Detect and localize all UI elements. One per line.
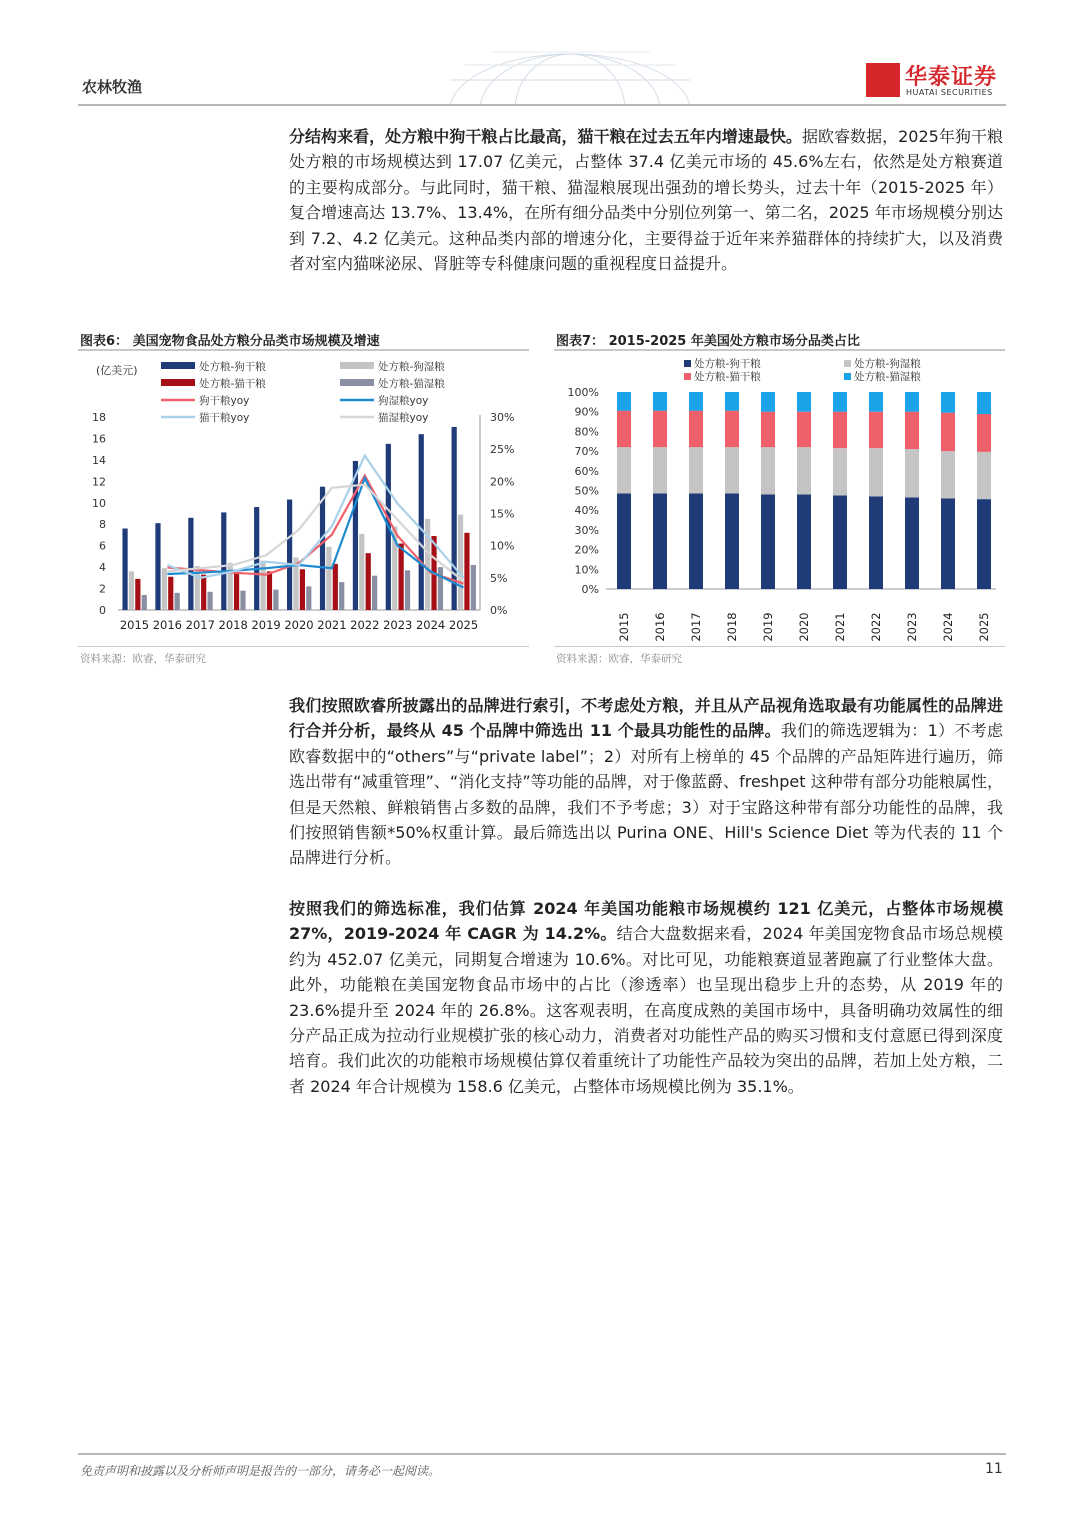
chart2-bar-segment (869, 412, 883, 448)
chart1-x-tick: 2016 (152, 618, 183, 632)
chart2-legend-label: 处方粮-猫湿粮 (854, 371, 921, 383)
chart2-bar-segment (941, 451, 955, 498)
chart1-y2-tick: 15% (490, 507, 515, 521)
chart1-bar (162, 568, 167, 610)
chart2-y-tick: 70% (574, 445, 599, 459)
paragraph-3 (289, 896, 1003, 1099)
chart1-legend-swatch (340, 362, 374, 369)
chart1-bar (129, 571, 134, 610)
chart2-bar-segment (653, 392, 667, 411)
chart2-legend-swatch (844, 373, 851, 380)
chart1-bar (405, 570, 410, 610)
chart1-bar (399, 544, 404, 610)
chart1-bar (142, 595, 147, 610)
figure-7-bottom-rule (554, 646, 1005, 647)
chart2-x-tick: 2017 (689, 612, 703, 642)
chart1-y-tick: 4 (99, 561, 106, 575)
chart2-legend-label: 处方粮-狗干粮 (694, 358, 761, 370)
chart1-legend-swatch (161, 379, 195, 386)
chart1-legend-label: 处方粮-狗湿粮 (378, 361, 445, 373)
figure-6-top-rule (78, 349, 529, 351)
chart1-x-tick: 2024 (415, 618, 446, 632)
chart2-x-tick: 2018 (725, 612, 739, 642)
figure-6-bottom-rule (78, 646, 529, 647)
chart2-bar-segment (869, 392, 883, 412)
chart2-bar-segment (905, 497, 919, 589)
chart1-x-tick: 2020 (284, 618, 314, 632)
chart2-bar-segment (977, 452, 991, 499)
chart1-y2-tick: 25% (490, 443, 515, 457)
chart1-bar (273, 590, 278, 610)
chart1-bar (464, 533, 469, 610)
chart1-x-tick: 2022 (350, 618, 380, 632)
chart1-x-tick: 2015 (119, 618, 150, 632)
chart2-bar-segment (617, 493, 631, 589)
chart2-bar-segment (725, 447, 739, 493)
chart1-y-tick: 14 (92, 453, 106, 467)
chart1-bar (366, 553, 371, 610)
chart2-x-tick: 2020 (797, 612, 811, 642)
chart2-bar-segment (653, 447, 667, 493)
chart1-y-tick: 10 (92, 496, 106, 510)
chart1-bar (287, 500, 292, 610)
chart2-bar-segment (833, 392, 847, 412)
chart1-x-tick: 2019 (251, 618, 281, 632)
figure-6-title: 图表6： 美国宠物食品处方粮分品类市场规模及增速 (80, 334, 380, 349)
chart2-bar-segment (941, 498, 955, 589)
figure-6-source: 资料来源：欧睿，华泰研究 (80, 653, 206, 665)
chart2-bar-segment (617, 447, 631, 493)
paragraph-2-body: 我们的筛选逻辑为：1）不考虑欧睿数据中的“others”与“private label”；2）对所有上榜单的 45 个品牌的产品矩阵进行遍历，筛选出带有“减重管理”、“消化支持”等功能的品牌，对于像蓝爵、freshpet 这种带有部分功能粮属性，但是天然粮、鲜粮销售占多数的品牌，我们不予考虑；3）对于宝路这种带有部分功能性的品牌，我们按照销售额*50%权重计算。最后筛选出以 Purina ONE、Hill's Science Diet 等为代表的 11 个品牌进行分析。 (289, 721, 1003, 868)
chart1-y-tick: 0 (99, 604, 106, 617)
chart2-x-tick: 2022 (869, 612, 883, 642)
chart1-bar (188, 518, 193, 610)
chart1-x-tick: 2023 (383, 618, 413, 632)
chart1-bar (333, 564, 338, 610)
chart2-y-tick: 0% (581, 583, 599, 596)
chart2-y-tick: 90% (574, 405, 599, 419)
chart2-y-tick: 80% (574, 425, 599, 439)
chart2-bar-segment (725, 392, 739, 411)
chart1-y-tick: 8 (99, 518, 106, 532)
chart2-bar-segment (941, 413, 955, 451)
chart2-x-tick: 2025 (977, 612, 991, 642)
chart2-bar-segment (725, 493, 739, 589)
figure-7-title: 图表7： 2015-2025 年美国处方粮市场分品类占比 (556, 334, 860, 349)
chart1-x-tick: 2025 (448, 618, 479, 632)
chart1-bar (353, 461, 358, 610)
paragraph-3-body: 结合大盘数据来看，2024 年美国宠物食品市场总规模约为 452.07 亿美元，同期复合增速为 10.6%。对比可见，功能粮赛道显著跑赢了行业整体大盘。此外，功能粮在美国宠物食品市场中的占比（渗透率）也呈现出稳步上升的态势，从 2019 年的 23.6%提升至 2024 年的 26.8%。这客观表明，在高度成熟的美国市场中，具备明确功效属性的细分产品正成为拉动行业规模扩张的核心动力，消费者对功能性产品的购买习惯和支付意愿已得到深度培育。我们此次的功能粮市场规模估算仅着重统计了功能性产品较为突出的品牌，若加上处方粮，二者 2024 年合计规模为 158.6 亿美元，占整体市场规模比例为 35.1%。 (289, 924, 1003, 1096)
chart1-legend-label: 处方粮-猫干粮 (199, 378, 266, 390)
chart2-bar-segment (761, 494, 775, 589)
chart1-bar (372, 576, 377, 610)
chart1-y-tick: 18 (92, 411, 106, 424)
chart2-legend-label: 处方粮-狗湿粮 (854, 358, 921, 370)
chart2-bar-segment (977, 414, 991, 452)
figure-7-chart (554, 352, 1006, 644)
header-divider (78, 104, 1006, 106)
chart1-y-tick: 16 (92, 432, 106, 446)
paragraph-2 (289, 693, 1003, 871)
chart1-y-tick: 6 (99, 539, 106, 553)
chart2-legend-label: 处方粮-猫干粮 (694, 371, 761, 383)
chart1-bar (122, 529, 127, 610)
chart1-y2-tick: 0% (490, 604, 508, 617)
chart1-y-tick: 2 (99, 582, 106, 596)
chart2-bar-segment (761, 392, 775, 412)
chart2-y-tick: 10% (574, 563, 599, 577)
chart2-bar-segment (617, 392, 631, 411)
chart1-x-tick: 2018 (218, 618, 248, 632)
chart2-bar-segment (797, 412, 811, 447)
chart1-bar (339, 582, 344, 610)
chart2-y-tick: 100% (567, 386, 599, 399)
chart1-bar (359, 534, 364, 610)
chart1-legend-label: 猫湿粮yoy (378, 412, 429, 424)
chart2-bar-segment (797, 447, 811, 494)
chart1-bar (326, 547, 331, 610)
chart2-bar-segment (689, 447, 703, 493)
chart2-bar-segment (941, 392, 955, 413)
chart1-legend-label: 猫干粮yoy (199, 412, 250, 424)
chart1-bar (240, 591, 245, 610)
chart2-bar-segment (653, 411, 667, 447)
figure-7-source: 资料来源：欧睿，华泰研究 (556, 653, 682, 665)
footer-disclaimer: 免责声明和披露以及分析师声明是报告的一部分，请务必一起阅读。 (80, 1464, 441, 1478)
chart2-bar-segment (689, 411, 703, 447)
chart1-y-tick: 12 (92, 475, 106, 489)
chart2-x-tick: 2015 (617, 612, 631, 642)
chart1-x-tick: 2017 (185, 618, 215, 632)
chart1-legend-swatch (340, 379, 374, 386)
chart1-bar (175, 593, 180, 610)
chart1-bar (306, 586, 311, 610)
paragraph-1-body: 据欧睿数据，2025年狗干粮处方粮的市场规模达到 17.07 亿美元，占整体 37.4 亿美元市场的 45.6%左右，依然是处方粮赛道的主要构成部分。与此同时，猫干粮、猫湿粮展现出强劲的增长势头，过去十年（2015-2025 年）复合增速高达 13.7%、13.4%，在所有细分品类中分别位列第一、第二名，2025 年市场规模分别达到 7.2、4.2 亿美元。这种品类内部的增速分化，主要得益于近年来养猫群体的持续扩大，以及消费者对室内猫咪泌尿、肾脏等专科健康问题的重视程度日益提升。 (289, 127, 1003, 274)
chart2-y-tick: 20% (574, 543, 599, 557)
chart2-y-tick: 60% (574, 464, 599, 478)
paragraph-1-lead: 分结构来看，处方粮中狗干粮占比最高，猫干粮在过去五年内增速最快。 (289, 127, 802, 146)
chart2-legend-swatch (684, 360, 691, 367)
logo-icon (866, 63, 900, 97)
logo-text: 华泰证券 (905, 65, 998, 90)
chart1-bar (438, 567, 443, 610)
chart1-bar (168, 577, 173, 610)
chart1-bar (458, 515, 463, 610)
globe-decoration (430, 40, 710, 106)
chart1-legend-label: 处方粮-猫湿粮 (378, 378, 445, 390)
chart1-y2-tick: 10% (490, 539, 515, 553)
chart2-bar-segment (905, 449, 919, 497)
paragraph-2-lead: 我们按照欧睿所披露出的品牌进行索引，不考虑处方粮，并且从产品视角选取最有功能属性的品牌进行合并分析，最终从 45 个品牌中筛选出 11 个最具功能性的品牌。 (289, 696, 1003, 741)
chart2-bar-segment (797, 494, 811, 589)
chart1-bar (320, 487, 325, 610)
chart2-bar-segment (869, 448, 883, 496)
chart1-legend-label: 处方粮-狗干粮 (199, 361, 266, 373)
chart2-bar-segment (653, 493, 667, 589)
chart2-y-tick: 30% (574, 523, 599, 537)
chart2-bar-segment (761, 447, 775, 494)
chart1-y2-tick: 5% (490, 571, 508, 585)
chart2-x-tick: 2021 (833, 612, 847, 642)
chart2-bar-segment (977, 392, 991, 414)
paragraph-3-lead: 按照我们的筛选标准，我们估算 2024 年美国功能粮市场规模约 121 亿美元，占整体市场规模 27%，2019-2024 年 CAGR 为 14.2%。 (289, 899, 1003, 944)
chart1-y2-tick: 30% (490, 411, 515, 424)
chart2-bar-segment (833, 412, 847, 448)
chart2-bar-segment (905, 412, 919, 449)
chart1-x-tick: 2021 (317, 618, 347, 632)
page-number: 11 (985, 1461, 1003, 1477)
chart1-bar (419, 434, 424, 610)
logo-subtext: HUATAI SECURITIES (906, 88, 993, 97)
chart2-bar-segment (797, 392, 811, 412)
chart1-legend-label: 狗干粮yoy (199, 395, 250, 407)
paragraph-1 (289, 124, 1003, 276)
chart1-bar (201, 575, 206, 610)
chart1-bar (471, 565, 476, 610)
chart1-unit-label: (亿美元) (96, 364, 138, 377)
chart2-legend-swatch (684, 373, 691, 380)
chart2-x-tick: 2024 (941, 612, 955, 642)
chart2-bar-segment (725, 411, 739, 447)
chart2-x-tick: 2016 (653, 612, 667, 642)
figure-6-chart (78, 352, 530, 644)
footer-divider (78, 1453, 1006, 1455)
chart2-bar-segment (617, 411, 631, 447)
chart2-bar-segment (905, 392, 919, 412)
chart1-bar (155, 523, 160, 610)
chart1-legend-swatch (161, 362, 195, 369)
chart2-bar-segment (977, 499, 991, 589)
chart1-y2-tick: 20% (490, 475, 515, 489)
chart2-y-tick: 40% (574, 504, 599, 518)
chart2-legend-swatch (844, 360, 851, 367)
chart2-x-tick: 2019 (761, 612, 775, 642)
chart1-bar (234, 574, 239, 610)
chart1-bar (135, 579, 140, 610)
chart2-bar-segment (689, 392, 703, 411)
chart1-bar (267, 571, 272, 610)
chart2-bar-segment (833, 495, 847, 589)
chart1-legend-label: 狗湿粮yoy (378, 395, 429, 407)
chart2-x-tick: 2023 (905, 612, 919, 642)
chart1-bar (300, 569, 305, 610)
figure-7-top-rule (554, 349, 1005, 351)
chart2-bar-segment (689, 493, 703, 589)
chart1-bar (221, 512, 226, 610)
chart2-bar-segment (833, 448, 847, 495)
chart2-bar-segment (761, 412, 775, 447)
chart2-bar-segment (869, 496, 883, 589)
section-tag: 农林牧渔 (82, 78, 143, 96)
chart1-bar (207, 592, 212, 610)
chart2-y-tick: 50% (574, 484, 599, 498)
